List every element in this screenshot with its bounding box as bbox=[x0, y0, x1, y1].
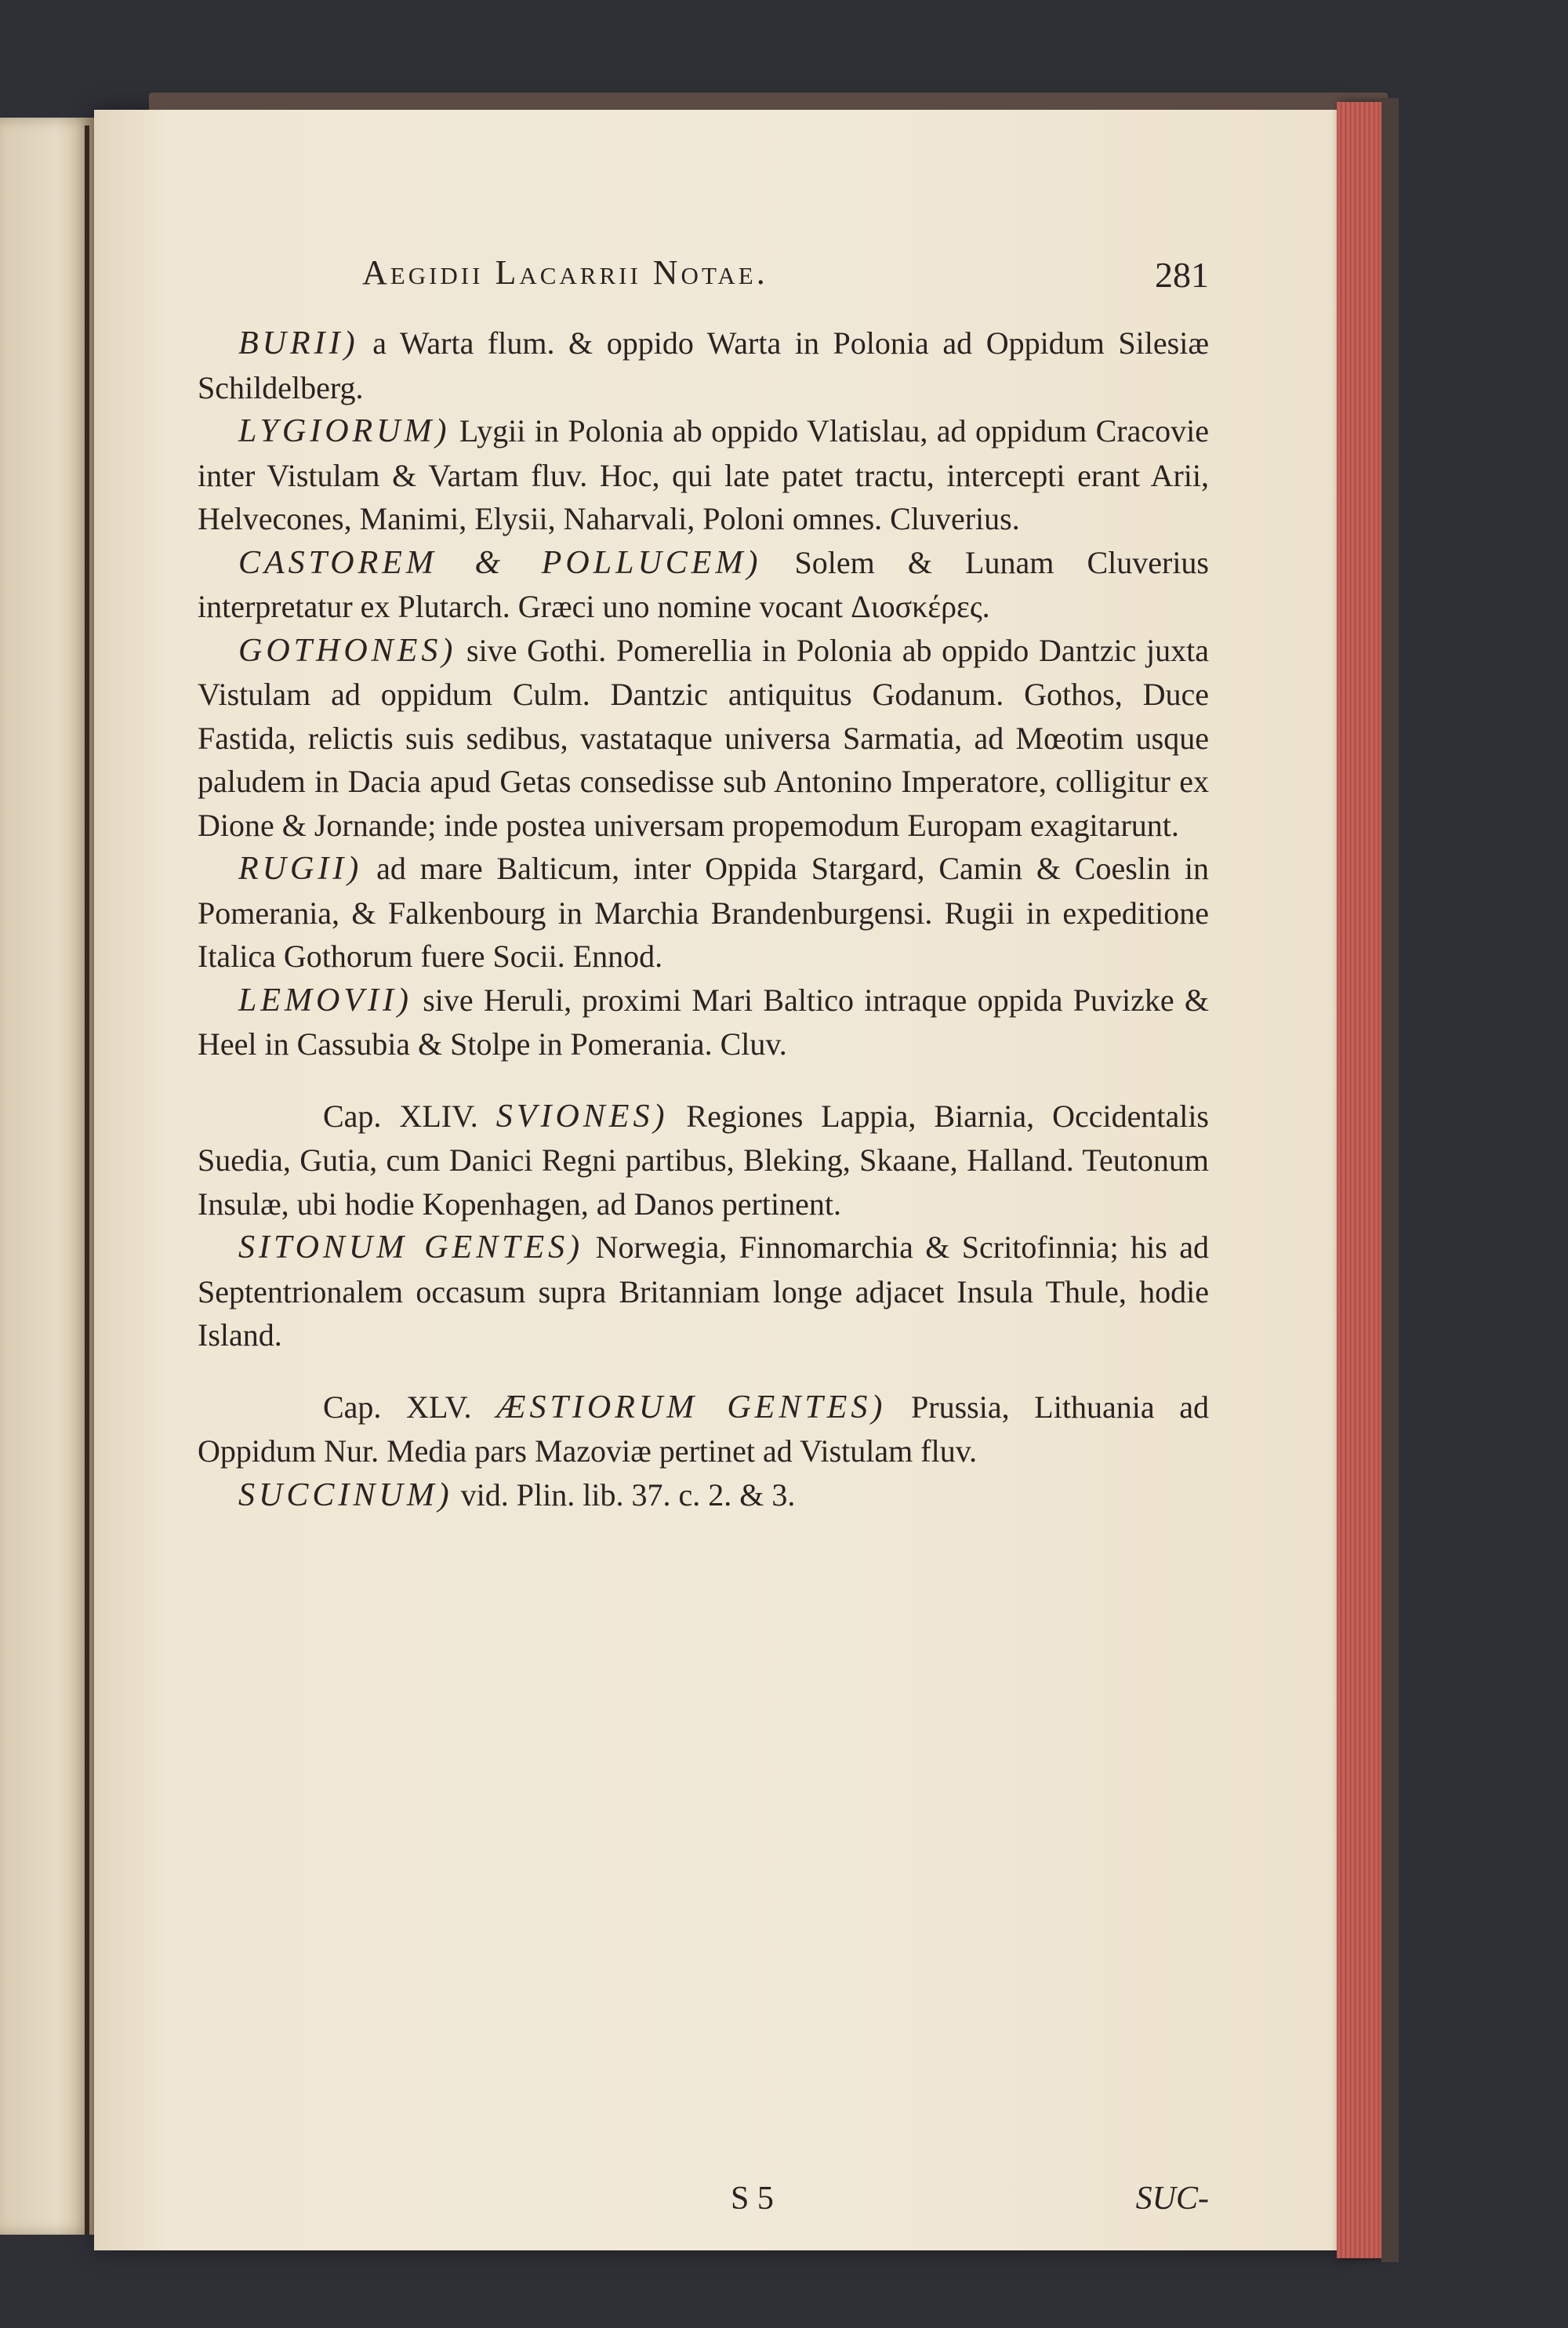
entry-text: Prussia, Lithuania ad Oppidum Nur. Media pars Mazoviæ pertinet ad Vistulam fluv. bbox=[198, 1389, 1209, 1469]
entry-term: SVIONES) bbox=[495, 1098, 669, 1135]
entry-term: SUCCINUM) bbox=[238, 1476, 453, 1513]
entry-term: RUGII) bbox=[238, 851, 363, 887]
entry-lemovii bbox=[198, 979, 1209, 1066]
entry-aestiorum bbox=[198, 1386, 1209, 1473]
entry-sitonum bbox=[198, 1226, 1209, 1357]
entry-text: Norwegia, Finnomarchia & Scritofinnia; his ad Septentrionalem occasum supra Britanniam longe adjacet Insula Thule, hodie Island. bbox=[198, 1229, 1210, 1353]
running-header bbox=[198, 252, 1209, 300]
entry-term: SITONUM GENTES) bbox=[238, 1229, 584, 1266]
entry-burii bbox=[198, 321, 1209, 409]
chapter-label: Cap. XLV. bbox=[323, 1389, 497, 1425]
entry-text: ad mare Balticum, inter Oppida Stargard, Camin & Coeslin in Pomerania, & Falkenbourg in Marchia Brandenburgensi. Rugii in expeditione Italica Gothorum fuere Socii. Ennod. bbox=[198, 851, 1209, 974]
entry-term: GOTHONES) bbox=[238, 632, 457, 669]
entry-suiones bbox=[198, 1095, 1209, 1226]
entry-rugii bbox=[198, 847, 1209, 979]
red-page-edges bbox=[1337, 102, 1384, 2258]
entry-castorem bbox=[198, 541, 1209, 629]
gutter-shadow bbox=[85, 125, 89, 2235]
entry-text: Lygii in Polonia ab oppido Vlatislau, ad oppidum Cracovie inter Vistulam & Vartam fluv. Hoc, qui late patet tractu, intercepti erant Arii, Helvecones, Manimi, Elysii, Naharvali, Poloni omnes. Cluverius. bbox=[198, 413, 1209, 536]
running-title: Aegidii Lacarrii Notae. bbox=[362, 253, 768, 292]
entry-gothones bbox=[198, 629, 1209, 848]
entry-text: a Warta flum. & oppido Warta in Polonia ad Oppidum Silesiæ Schildelberg. bbox=[198, 325, 1209, 405]
entry-term: LYGIORUM) bbox=[238, 413, 451, 449]
catchword: SUC- bbox=[1135, 2181, 1209, 2217]
chapter-label: Cap. XLIV. bbox=[323, 1098, 496, 1134]
page-top-edge bbox=[149, 93, 1388, 110]
entry-text: sive Heruli, proximi Mari Baltico intraque oppida Puvizke & Heel in Cassubia & Stolpe in Pomerania. Cluv. bbox=[198, 982, 1209, 1062]
entry-text: vid. Plin. lib. 37. c. 2. & 3. bbox=[452, 1476, 796, 1513]
page-footer bbox=[198, 2180, 1209, 2227]
left-page bbox=[0, 118, 94, 2235]
entry-term: BURII) bbox=[238, 325, 359, 361]
page-number: 281 bbox=[1155, 255, 1209, 295]
entry-lygiorum bbox=[198, 409, 1209, 541]
entry-succinum bbox=[198, 1473, 1209, 1518]
entry-term: CASTOREM & POLLUCEM) bbox=[238, 544, 762, 581]
entry-text: sive Gothi. Pomerellia in Polonia ab oppido Dantzic juxta Vistulam ad oppidum Culm. Dantzic antiquitus Godanum. Gothos, Duce Fastida, relictis suis sedibus, vastataque universa Sarmatia, ad Mœotim usque paludem in Dacia apud Getas consedisse sub Antonino Imperatore, colligitur ex Dione & Jornande; inde postea universam propemodum Europam exagitarunt. bbox=[198, 632, 1209, 843]
entry-term: ÆSTIORUM GENTES) bbox=[496, 1389, 887, 1425]
book-cover-edge bbox=[1381, 98, 1399, 2262]
entry-term: LEMOVII) bbox=[238, 982, 412, 1019]
signature-mark: S 5 bbox=[731, 2181, 774, 2217]
entry-text: Regiones Lappia, Biarnia, Occidentalis Suedia, Gutia, cum Danici Regni partibus, Bleking, Skaane, Halland. Teutonum Insulæ, ubi hodie Kopenhagen, ad Danos pertinent. bbox=[198, 1098, 1209, 1222]
page-body bbox=[198, 321, 1209, 1517]
entry-text: Solem & Lunam Cluverius interpretatur ex Plutarch. Græci uno nomine vocant Διοσκέρες. bbox=[198, 544, 1209, 624]
